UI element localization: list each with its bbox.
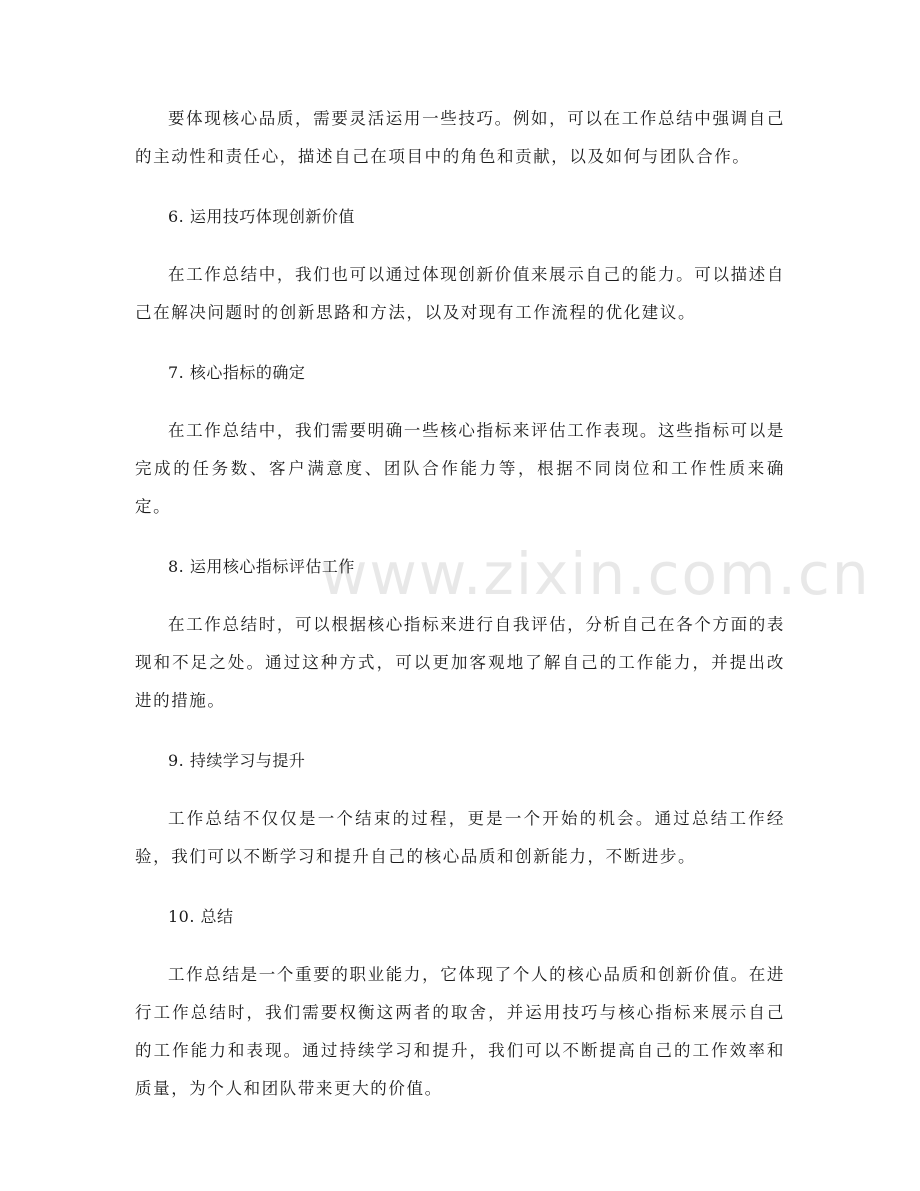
paragraph-intro: 要体现核心品质，需要灵活运用一些技巧。例如，可以在工作总结中强调自己的主动性和责任心，描述自己在项目中的角色和贡献，以及如何与团队合作。 [135, 109, 785, 166]
paragraph-section-6: 在工作总结中，我们也可以通过体现创新价值来展示自己的能力。可以描述自己在解决问题时的创新思路和方法，以及对现有工作流程的优化建议。 [135, 265, 785, 322]
paragraph-section-10: 工作总结是一个重要的职业能力，它体现了个人的核心品质和创新价值。在进行工作总结时，我们需要权衡这两者的取舍，并运用技巧与核心指标来展示自己的工作能力和表现。通过持续学习和提升，我们可以不断提高自己的工作效率和质量，为个人和团队带来更大的价值。 [135, 965, 785, 1098]
section-heading-8: 8. 运用核心指标评估工作 [168, 557, 355, 576]
section-heading-9: 9. 持续学习与提升 [168, 751, 306, 770]
section-heading-7: 7. 核心指标的确定 [168, 363, 306, 382]
section-heading-10: 10. 总结 [168, 907, 234, 926]
paragraph-section-8: 在工作总结时，可以根据核心指标来进行自我评估，分析自己在各个方面的表现和不足之处。通过这种方式，可以更加客观地了解自己的工作能力，并提出改进的措施。 [135, 615, 785, 710]
paragraph-section-9: 工作总结不仅仅是一个结束的过程，更是一个开始的机会。通过总结工作经验，我们可以不断学习和提升自己的核心品质和创新能力，不断进步。 [135, 809, 785, 866]
section-heading-6: 6. 运用技巧体现创新价值 [168, 207, 355, 226]
watermark: www.zixin.com.cn [320, 540, 871, 608]
paragraph-section-7: 在工作总结中，我们需要明确一些核心指标来评估工作表现。这些指标可以是完成的任务数、客户满意度、团队合作能力等，根据不同岗位和工作性质来确定。 [135, 421, 785, 516]
document-body [135, 100, 785, 1134]
